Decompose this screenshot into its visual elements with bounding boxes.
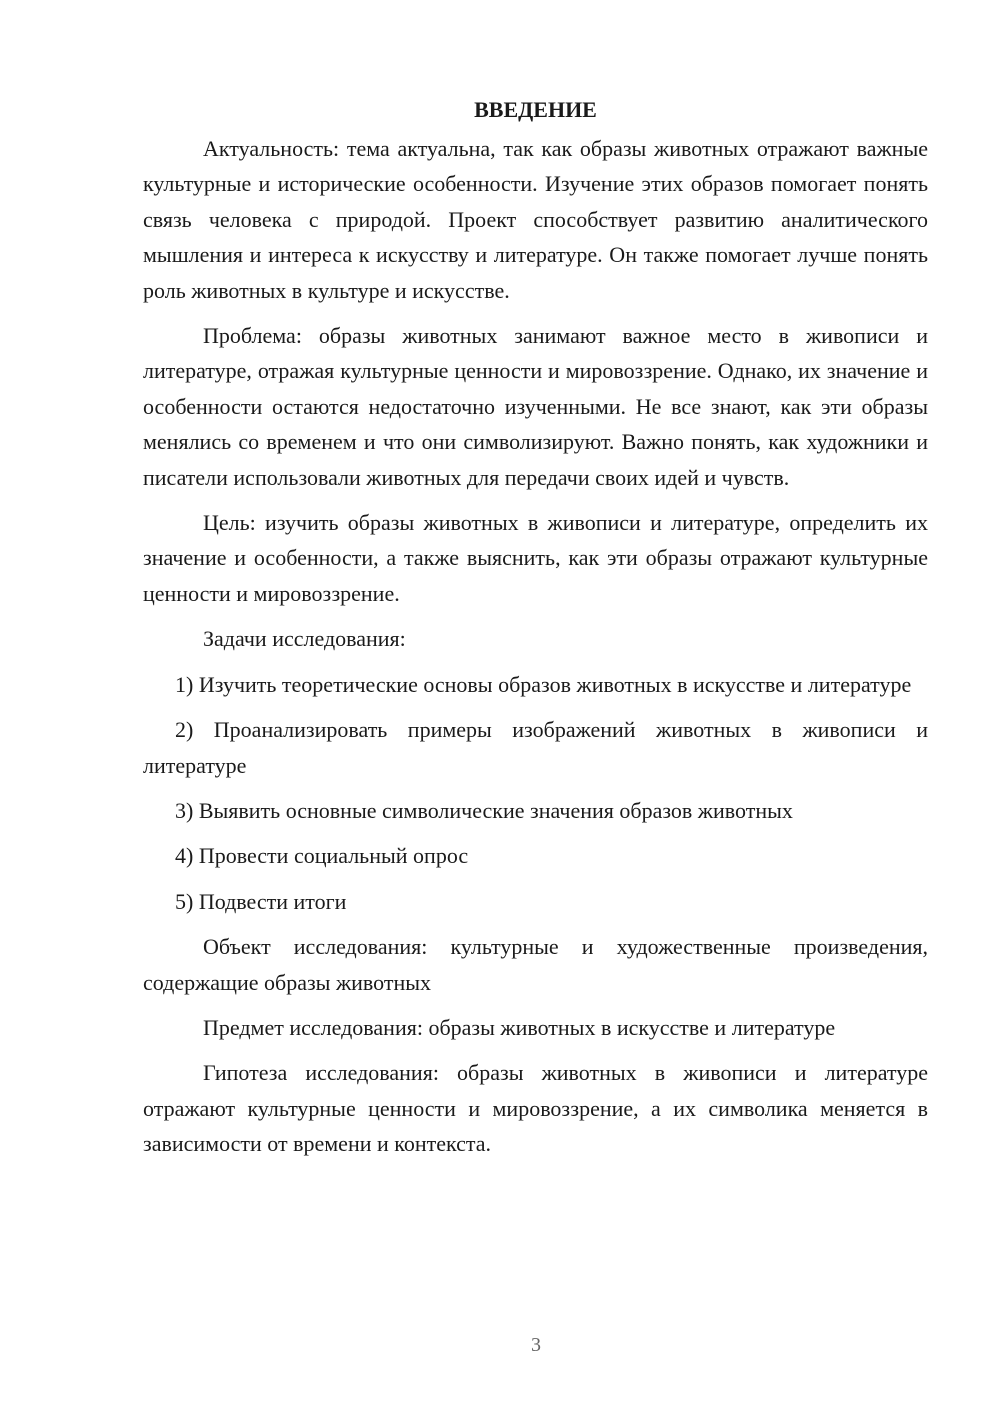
task-item: 3) Выявить основные символические значения образов животных (175, 797, 793, 823)
task-item: 5) Подвести итоги (175, 888, 347, 914)
relevance-paragraph: Актуальность: тема актуальна, так как образы животных отражают важные культурные и исторические особенности. Изучение этих образов помогает понять связь человека с природой. Проект способствует развитию аналитического мышления и интереса к искусству и литературе. Он также помогает лучше понять роль животных в культуре и искусстве. (143, 136, 928, 303)
subject-paragraph: Предмет исследования: образы животных в искусстве и литературе (203, 1014, 836, 1040)
tasks-title: Задачи исследования: (203, 626, 406, 652)
page-number: 3 (531, 1334, 541, 1356)
task-item: 1) Изучить теоретические основы образов животных в искусстве и литературе (175, 671, 912, 697)
goal-paragraph: Цель: изучить образы животных в живописи и литературе, определить их значение и особенности, а также выяснить, как эти образы отражают культурные ценности и мировоззрение. (143, 510, 928, 606)
problem-paragraph: Проблема: образы животных занимают важное место в живописи и литературе, отражая культурные ценности и мировоззрение. Однако, их значение и особенности остаются недостаточно изученными. Не все знают, как эти образы менялись со временем и что они символизируют. Важно понять, как художники и писатели использовали животных для передачи своих идей и чувств. (143, 323, 928, 490)
task-item: 2) Проанализировать примеры изображений животных в живописи и литературе (143, 717, 928, 778)
document-page (143, 95, 928, 1162)
task-item: 4) Провести социальный опрос (175, 843, 469, 869)
hypothesis-paragraph: Гипотеза исследования: образы животных в живописи и литературе отражают культурные ценности и мировоззрение, а их символика меняется в зависимости от времени и контекста. (143, 1060, 928, 1157)
section-heading: ВВЕДЕНИЕ (474, 97, 597, 122)
object-paragraph: Объект исследования: культурные и художественные произведения, содержащие образы животных (143, 934, 928, 995)
